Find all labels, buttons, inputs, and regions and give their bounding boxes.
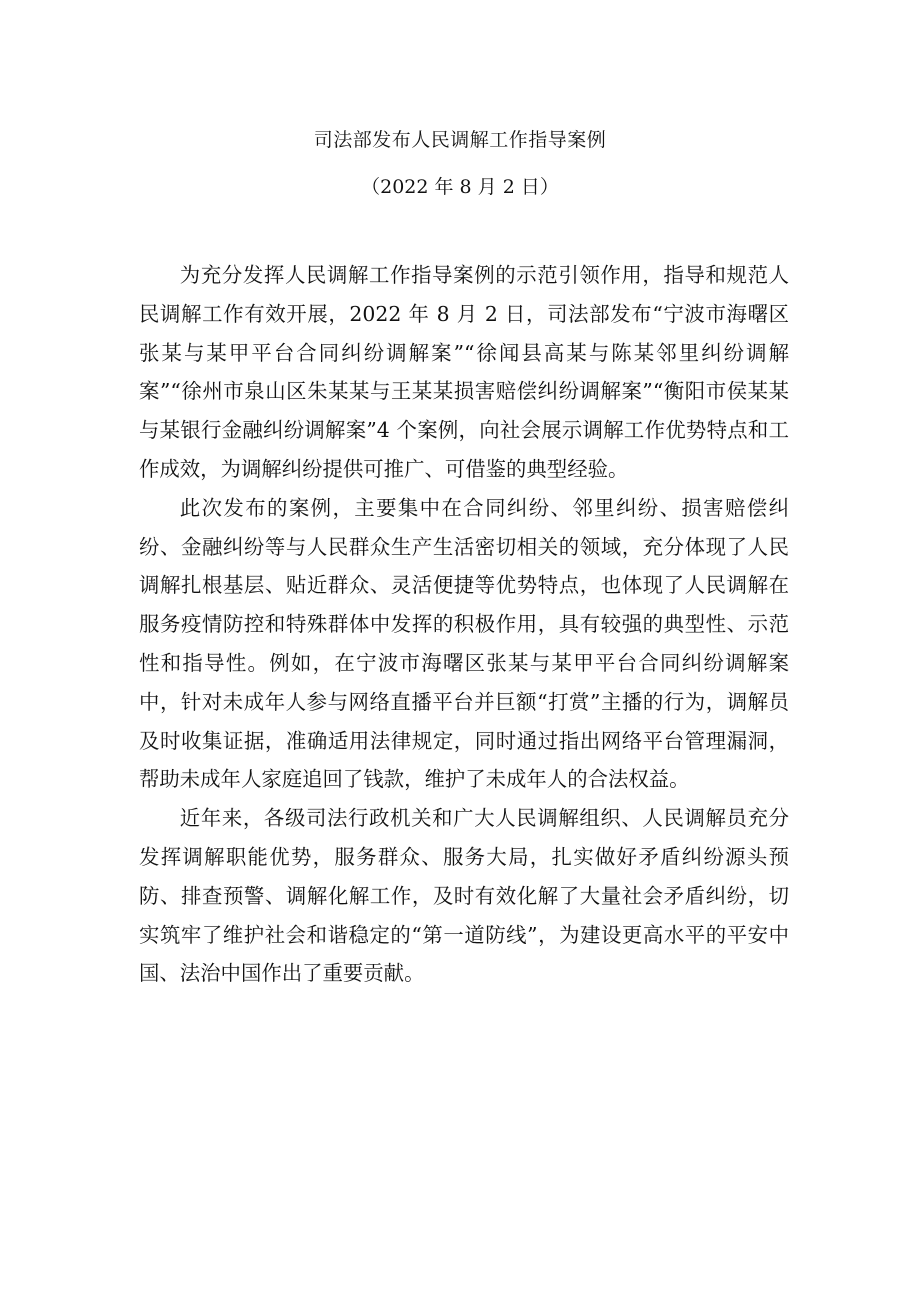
document-body <box>139 256 789 993</box>
paragraph-1: 为充分发挥人民调解工作指导案例的示范引领作用，指导和规范人民调解工作有效开展，2022 年 8 月 2 日，司法部发布“宁波市海曙区张某与某甲平台合同纠纷调解案”“徐闻县高某与陈某邻里纠纷调解案”“徐州市泉山区朱某某与王某某损害赔偿纠纷调解案”“衡阳市侯某某与某银行金融纠纷调解案”4 个案例，向社会展示调解工作优势特点和工作成效，为调解纠纷提供可推广、可借鉴的典型经验。 <box>139 263 789 481</box>
paragraph-3: 近年来，各级司法行政机关和广大人民调解组织、人民调解员充分发挥调解职能优势，服务群众、服务大局，扎实做好矛盾纠纷源头预防、排查预警、调解化解工作，及时有效化解了大量社会矛盾纠纷，切实筑牢了维护社会和谐稳定的“第一道防线”，为建设更高水平的平安中国、法治中国作出了重要贡献。 <box>139 806 789 986</box>
paragraph-2: 此次发布的案例，主要集中在合同纠纷、邻里纠纷、损害赔偿纠纷、金融纠纷等与人民群众生产生活密切相关的领域，充分体现了人民调解扎根基层、贴近群众、灵活便捷等优势特点，也体现了人民调解在服务疫情防控和特殊群体中发挥的积极作用，具有较强的典型性、示范性和指导性。例如，在宁波市海曙区张某与某甲平台合同纠纷调解案中，针对未成年人参与网络直播平台并巨额“打赏”主播的行为，调解员及时收集证据，准确适用法律规定，同时通过指出网络平台管理漏洞，帮助未成年人家庭追回了钱款，维护了未成年人的合法权益。 <box>139 495 789 792</box>
document-date: （2022 年 8 月 2 日） <box>361 176 559 198</box>
document-title: 司法部发布人民调解工作指导案例 <box>313 129 607 151</box>
